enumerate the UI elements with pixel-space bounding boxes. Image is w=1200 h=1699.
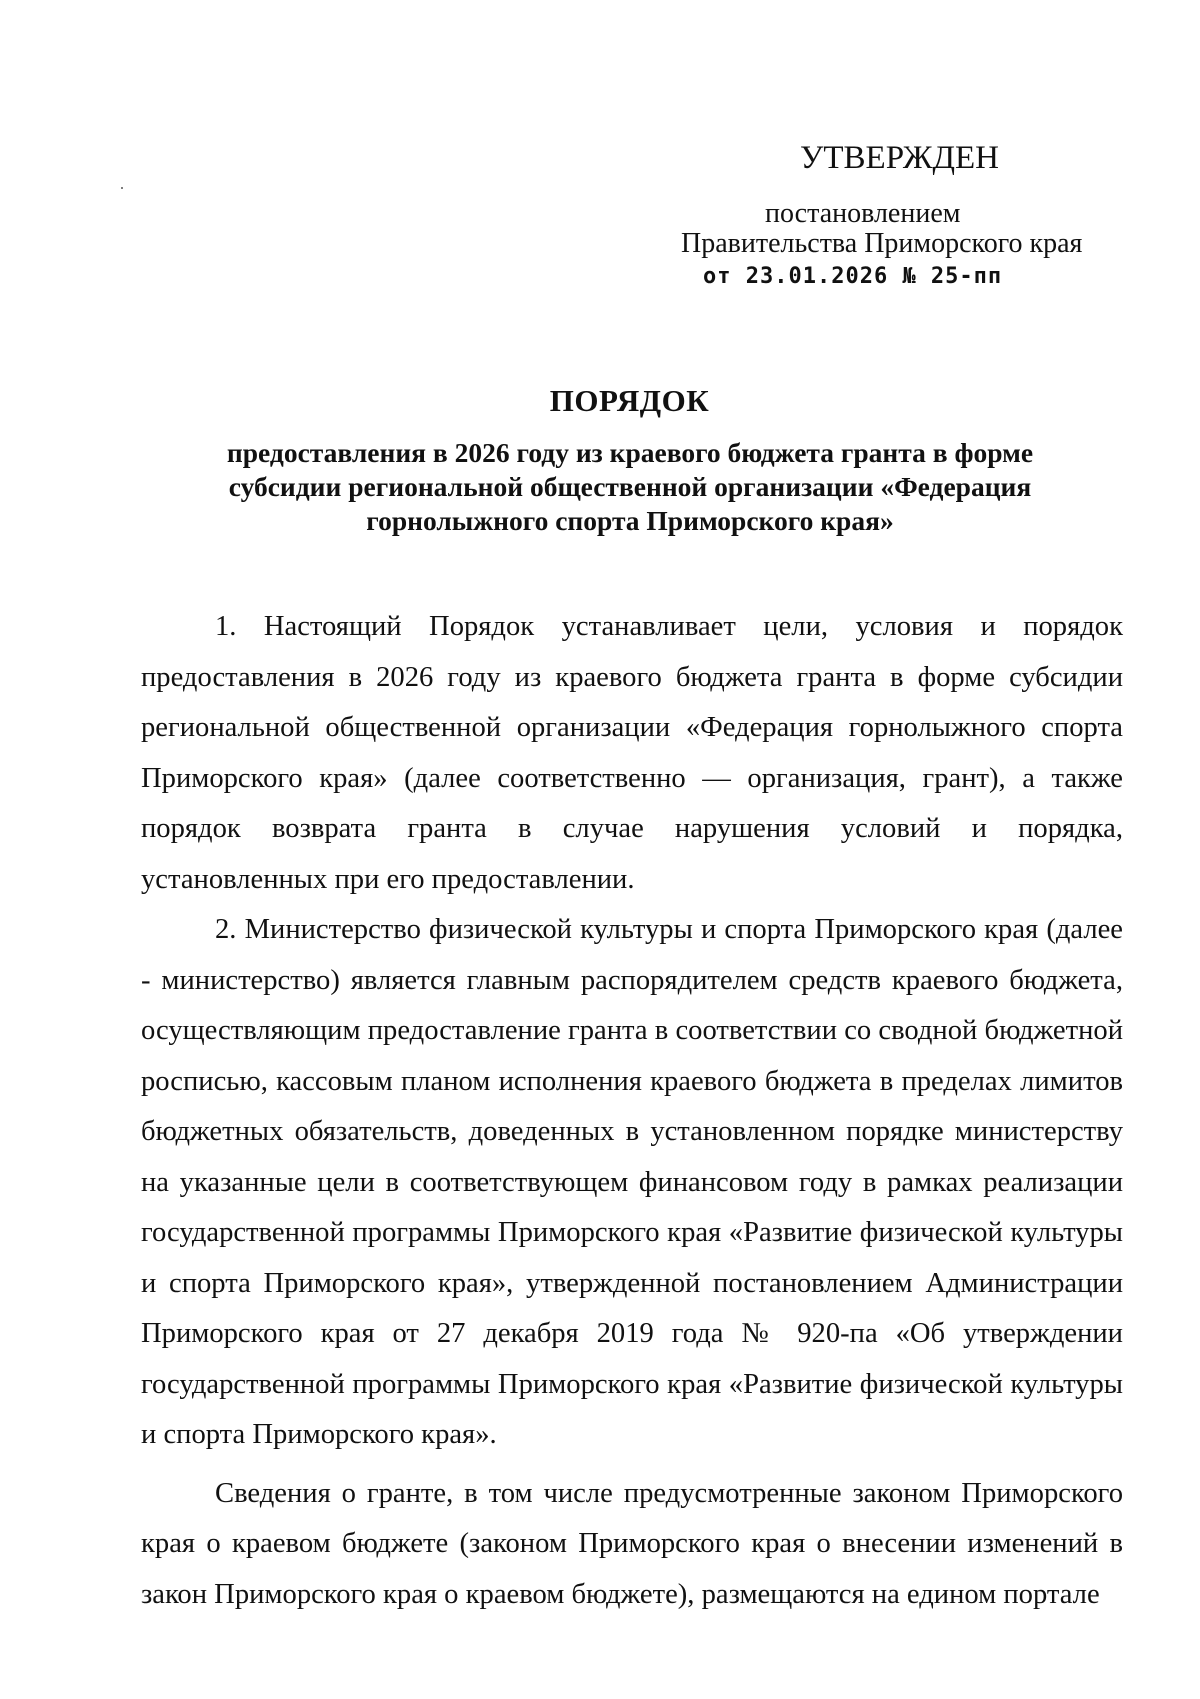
document-title: ПОРЯДОК (549, 383, 710, 418)
paragraph-1: 1. Настоящий Порядок устанавливает цели, условия и порядок предоставления в 2026 году из краевого бюджета гранта в форме субсидии региональной общественной организации «Федерация горнолыжного спорта Приморского края» (далее соответственно — организация, грант), а также порядок возврата гранта в случае нарушения условий и порядка, установленных при его предоставлении. (141, 611, 1123, 895)
approval-line-decree: постановлением (765, 198, 961, 229)
document-body (141, 602, 1123, 1620)
approval-line-government: Правительства Приморского края (681, 228, 1083, 259)
document-subtitle: предоставления в 2026 году из краевого бюджета гранта в форме субсидии региональной общественной организации «Федерация горнолыжного спорта Приморского края» (226, 437, 1034, 536)
paragraph-2: 2. Министерство физической культуры и спорта Приморского края (далее - министерство) является главным распорядителем средств краевого бюджета, осуществляющим предоставление гранта в соответствии со сводной бюджетной росписью, кассовым планом исполнения краевого бюджета в пределах лимитов бюджетных обязательств, доведенных в установленном порядке министерству на указанные цели в соответствующем финансовом году в рамках реализации государственной программы Приморского края «Развитие физической культуры и спорта Приморского края», утвержденной постановлением Администрации Приморского края от 27 декабря 2019 года № 920-па «Об утверждении государственной программы Приморского края «Развитие физической культуры и спорта Приморского края». (141, 914, 1123, 1450)
approval-stamp: УТВЕРЖДЕН (800, 140, 999, 176)
approval-date-number: от 23.01.2026 № 25-пп (703, 264, 1003, 289)
paragraph-3: Сведения о гранте, в том числе предусмотренные законом Приморского края о краевом бюджете (законом Приморского края о внесении изменений в закон Приморского края о краевом бюджете), размещаются на едином портале (141, 1477, 1123, 1610)
scan-speck (121, 187, 123, 189)
